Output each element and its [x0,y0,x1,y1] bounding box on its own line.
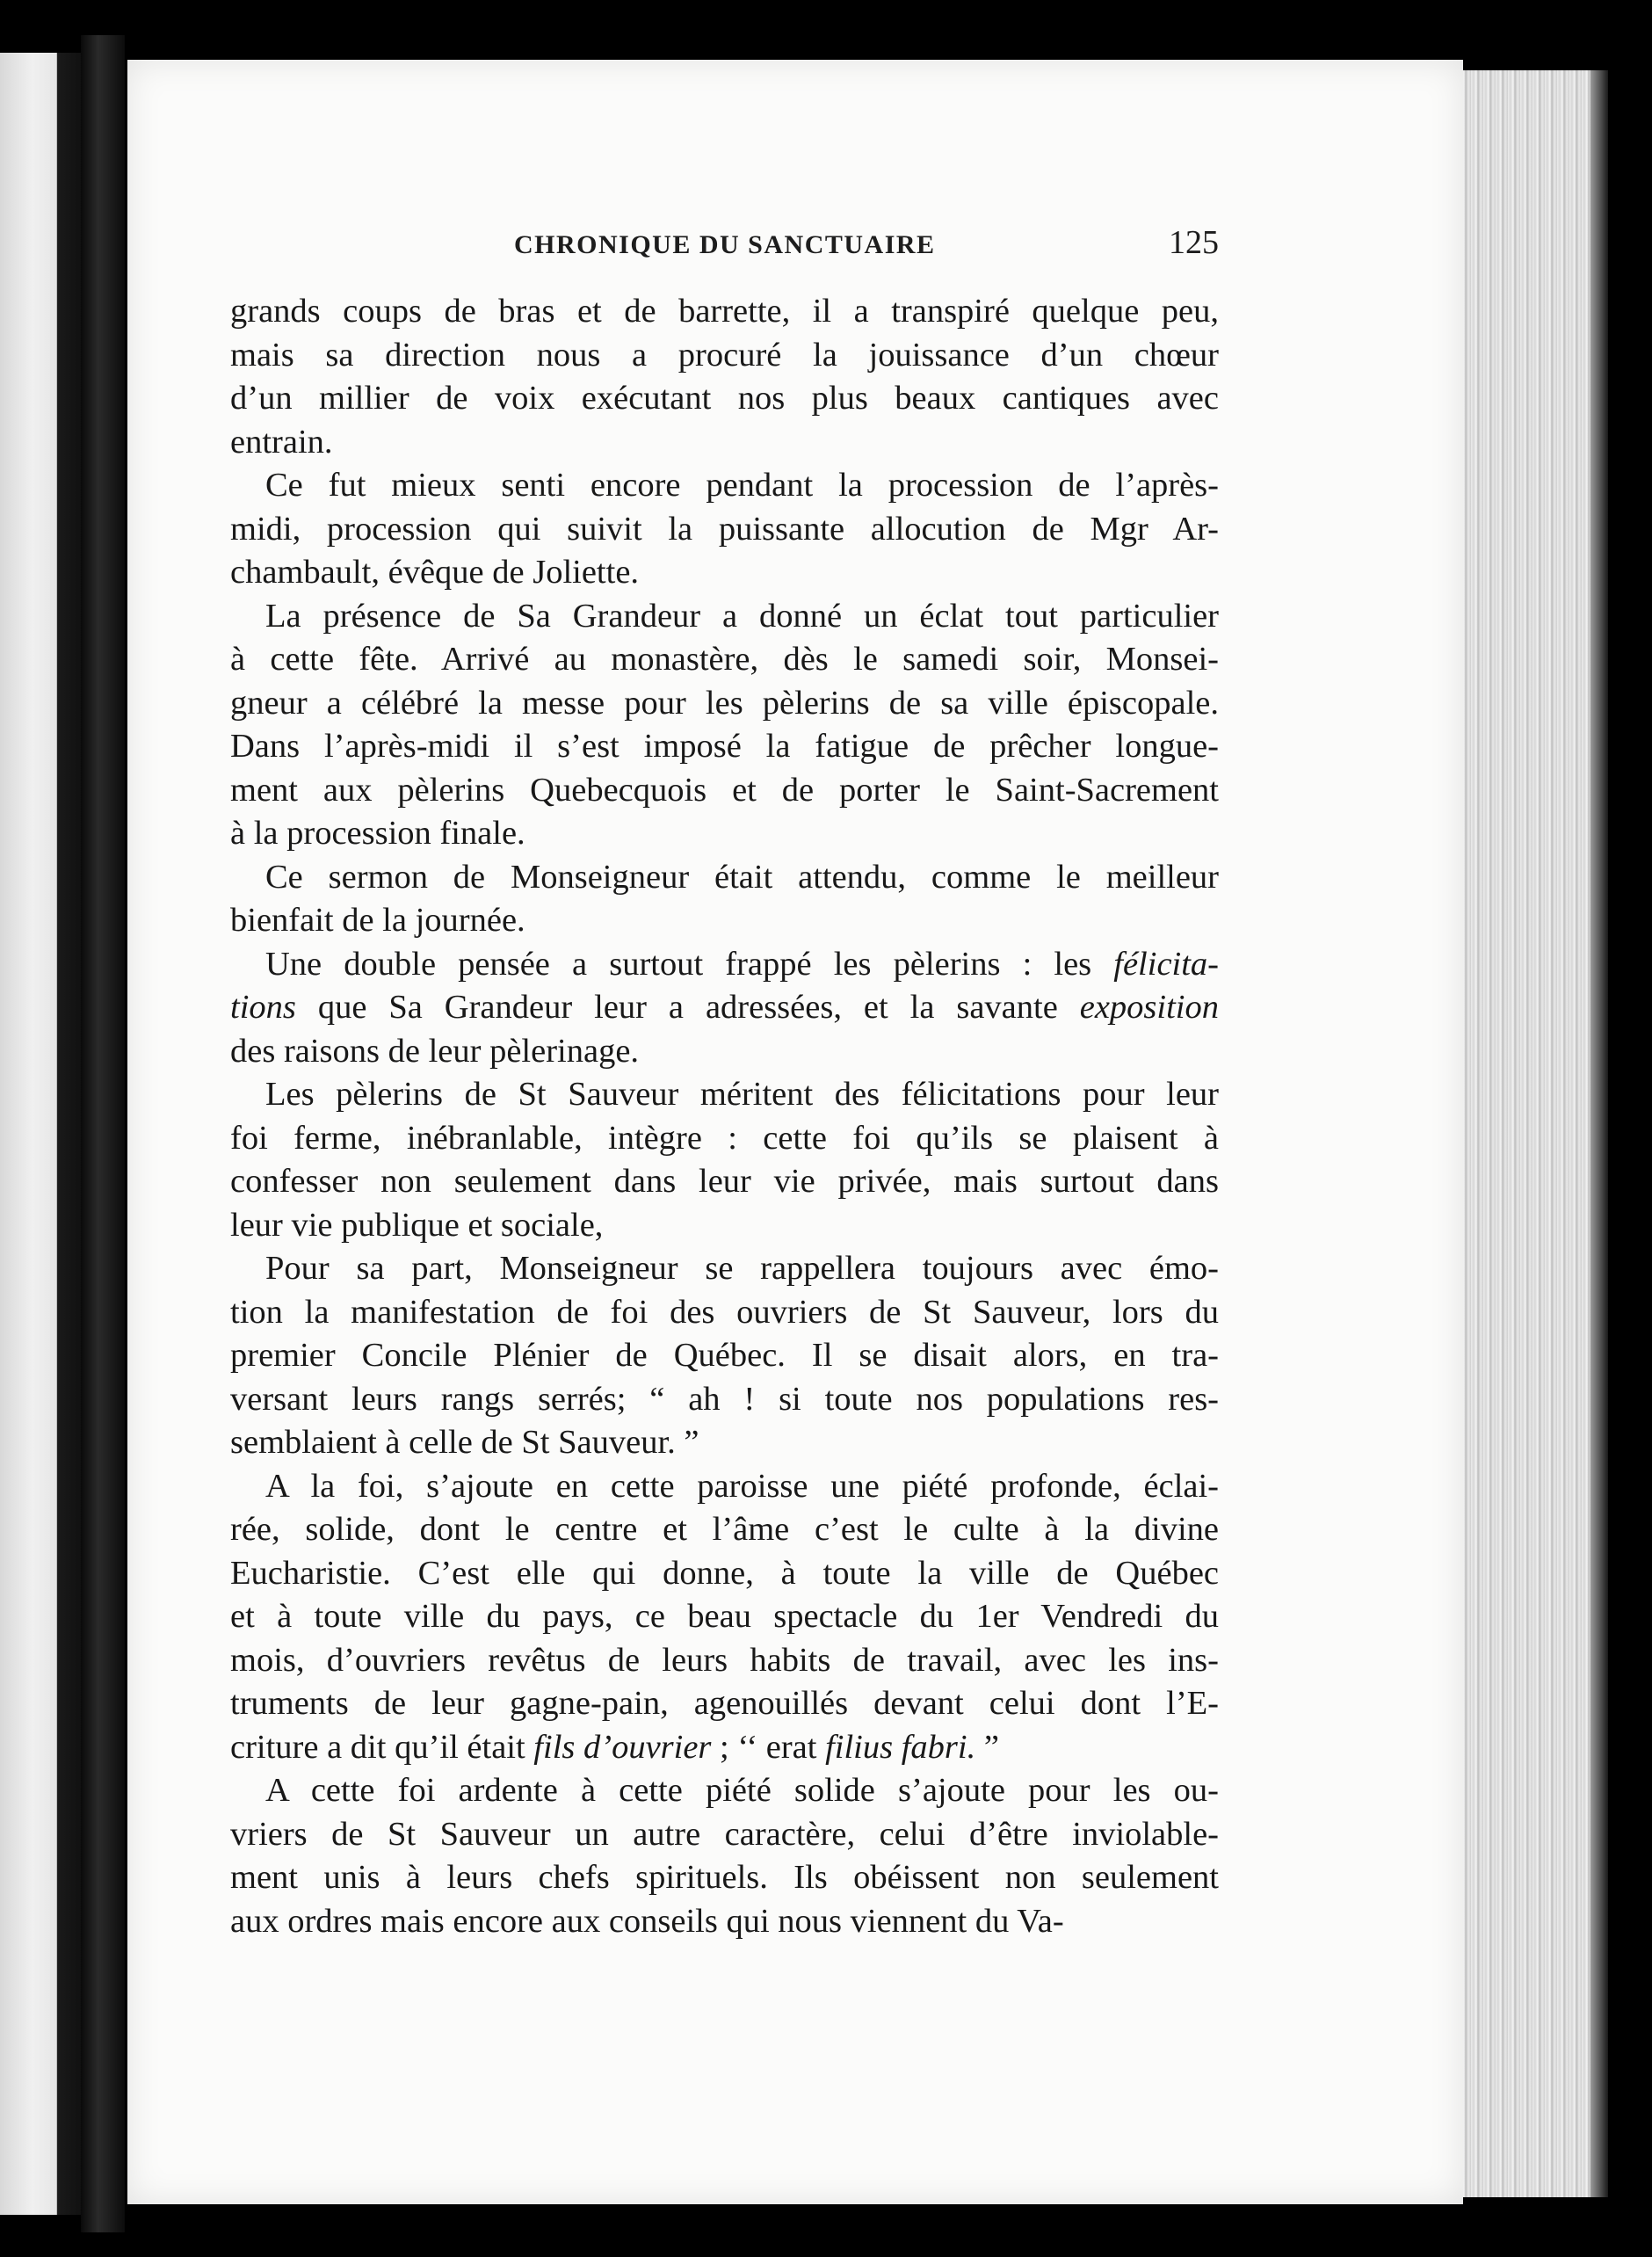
text-line: à cette fête. Arrivé au monastère, dès le samedi soir, Monsei- [230,641,1219,678]
text-line: bienfait de la journée. [230,902,525,939]
body-text [230,290,1219,1943]
text-line: tions que Sa Grandeur leur a adressées, et la savante exposition [230,989,1219,1026]
text-line: d’un millier de voix exécutant nos plus beaux cantiques avec [230,380,1219,417]
paragraph [230,943,1219,1074]
text-line: ment aux pèlerins Quebecquois et de porter le Saint-Sacrement [230,771,1219,809]
page-stack-edge [1459,70,1608,2197]
text-line: leur vie publique et sociale, [230,1206,604,1244]
text-line: criture a dit qu’il était fils d’ouvrier ; ‘‘ erat filius fabri. ” [230,1728,999,1766]
text-line: midi, procession qui suivit la puissante allocution de Mgr Ar- [230,510,1219,548]
text-line: A la foi, s’ajoute en cette paroisse une piété profonde, éclai- [265,1467,1219,1505]
text-line: Ce fut mieux senti encore pendant la procession de l’après- [265,467,1219,504]
italic-text: félicita- [1113,945,1219,983]
text-line: semblaient à celle de St Sauveur. ” [230,1424,699,1461]
text-line: mais sa direction nous a procuré la jouissance d’un chœur [230,336,1219,374]
paragraph [230,856,1219,943]
text-line: rée, solide, dont le centre et l’âme c’est le culte à la divine [230,1511,1219,1548]
italic-text: exposition [1079,989,1219,1026]
text-line: Les pèlerins de St Sauveur méritent des félicitations pour leur [265,1076,1219,1113]
text-line: et à toute ville du pays, ce beau spectacle du 1er Vendredi du [230,1598,1219,1635]
paragraph [230,1769,1219,1943]
text-line: à la procession finale. [230,815,525,852]
paragraph [230,595,1219,856]
text-line: A cette foi ardente à cette piété solide s’ajoute pour les ou- [265,1772,1219,1809]
text-line: grands coups de bras et de barrette, il a transpiré quelque peu, [230,293,1219,330]
text-line: aux ordres mais encore aux conseils qui nous viennent du Va- [230,1902,1064,1940]
text-line: vriers de St Sauveur un autre caractère, celui d’être inviolable- [230,1815,1219,1853]
text-line: foi ferme, inébranlable, intègre : cette foi qu’ils se plaisent à [230,1119,1219,1157]
paragraph [230,290,1219,464]
paragraph [230,1073,1219,1247]
text-line: versant leurs rangs serrés; “ ah ! si toute nos populations res- [230,1380,1219,1418]
text-line: premier Concile Plénier de Québec. Il se disait alors, en tra- [230,1337,1219,1374]
italic-text: filius fabri. [825,1728,976,1766]
page-number: 125 [1169,224,1219,261]
text-line: entrain. [230,423,333,461]
text-line: des raisons de leur pèlerinage. [230,1032,640,1070]
text-line: Dans l’après-midi il s’est imposé la fatigue de prêcher longue- [230,728,1219,765]
text-line: ment unis à leurs chefs spirituels. Ils obéissent non seulement [230,1859,1219,1896]
text-line: Une double pensée a surtout frappé les pèlerins : les félicita- [265,945,1219,983]
book-gutter [81,35,125,2232]
text-line: Eucharistie. C’est elle qui donne, à toute la ville de Québec [230,1554,1219,1592]
italic-text: fils d’ouvrier [533,1728,712,1766]
paragraph [230,1247,1219,1465]
text-line: Pour sa part, Monseigneur se rappellera toujours avec émo- [265,1250,1219,1287]
text-line: truments de leur gagne-pain, agenouillés devant celui dont l’E- [230,1685,1219,1722]
facing-page-edge [0,53,81,2215]
text-line: Ce sermon de Monseigneur était attendu, comme le meilleur [265,858,1219,896]
paragraph [230,464,1219,595]
italic-text: tions [230,989,296,1026]
paragraph [230,1465,1219,1770]
text-line: La présence de Sa Grandeur a donné un éclat tout particulier [265,597,1219,635]
text-line: chambault, évêque de Joliette. [230,554,640,591]
text-line: confesser non seulement dans leur vie privée, mais surtout dans [230,1163,1219,1200]
text-line: tion la manifestation de foi des ouvriers de St Sauveur, lors du [230,1293,1219,1331]
text-line: gneur a célébré la messe pour les pèlerins de sa ville épiscopale. [230,684,1219,722]
running-head: CHRONIQUE DU SANCTUAIRE [514,230,936,259]
text-line: mois, d’ouvriers revêtus de leurs habits de travail, avec les ins- [230,1641,1219,1679]
